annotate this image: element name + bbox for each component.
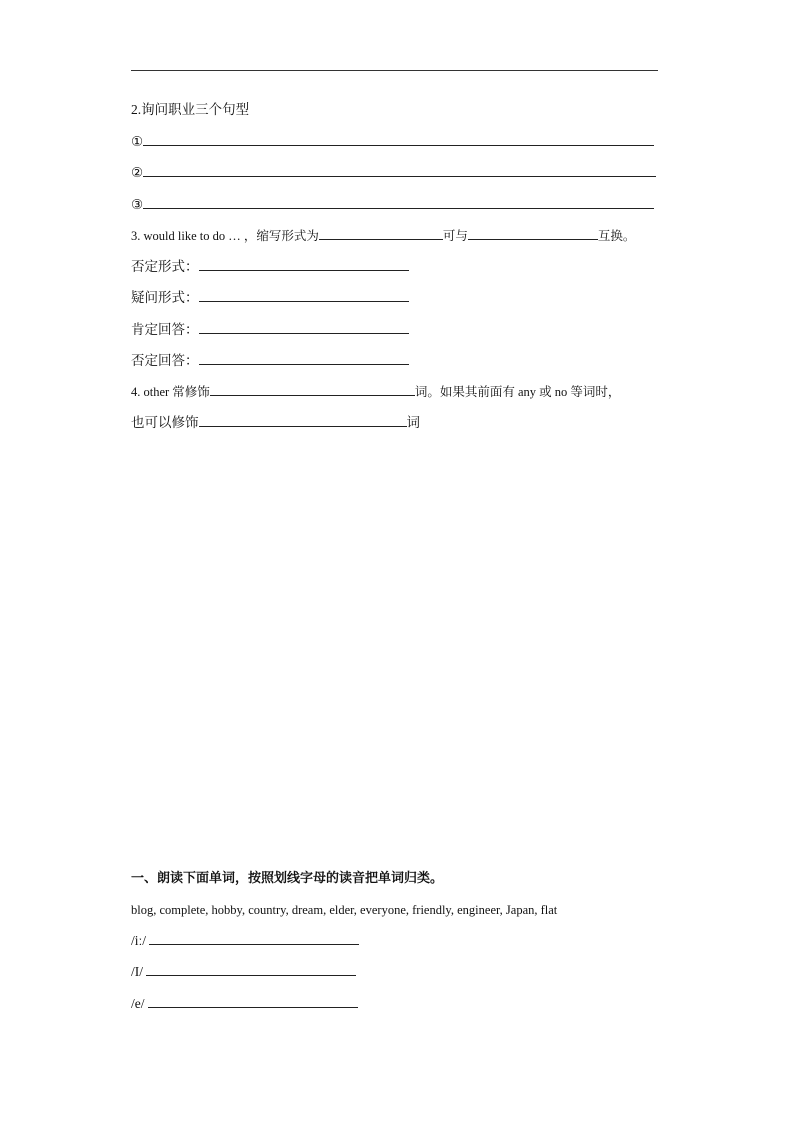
q2-answer-blank-1[interactable] [143, 133, 654, 146]
q3-negative-label: 否定形式： [131, 259, 199, 274]
top-divider [131, 70, 658, 71]
q4-prefix: 4. other 常修饰 [131, 385, 210, 399]
q3-prefix: 3. would like to do … ，缩写形式为 [131, 229, 319, 243]
q2-answer-row-1 [131, 133, 654, 151]
q3-positive-answer-label: 肯定回答： [131, 322, 199, 337]
q2-mark-2: ② [131, 165, 144, 180]
q3-negative-answer-label: 否定回答： [131, 353, 199, 368]
q3-suffix: 互换。 [597, 229, 636, 243]
sound-row-2 [131, 963, 356, 981]
q3-mid: 可与 [442, 229, 468, 243]
sound-label-2: /I/ [131, 964, 143, 979]
sound-label-3: /e/ [131, 996, 145, 1011]
q4-line-1 [131, 383, 620, 401]
sound-label-1: /iː/ [131, 933, 147, 948]
q3-question-label: 疑问形式： [131, 290, 199, 305]
q3-question-row [131, 289, 409, 307]
q3-negative-row [131, 258, 409, 276]
q3-negative-blank[interactable] [199, 258, 409, 271]
q4-blank-2[interactable] [199, 414, 407, 427]
sound-row-3 [131, 995, 358, 1013]
q3-contraction-blank[interactable] [319, 227, 443, 240]
q3-positive-answer-row [131, 321, 409, 339]
section-one-title [131, 870, 443, 888]
sound-blank-2[interactable] [146, 963, 356, 976]
q4-line2-suffix: 词 [406, 415, 420, 430]
q3-question-blank[interactable] [199, 289, 409, 302]
section-one-title-text: 一、朗读下面单词，按照划线字母的读音把单词归类。 [131, 871, 444, 886]
q2-title [131, 101, 249, 119]
q4-line-2 [131, 414, 420, 432]
q4-line2-prefix: 也可以修饰 [131, 415, 199, 430]
q3-negative-answer-blank[interactable] [199, 352, 409, 365]
q3-interchange-blank[interactable] [468, 227, 598, 240]
q2-answer-row-3 [131, 196, 654, 214]
sound-blank-3[interactable] [148, 995, 358, 1008]
q2-mark-1: ① [131, 134, 144, 149]
q2-answer-row-2 [131, 164, 656, 182]
sound-row-1 [131, 932, 359, 950]
q2-title-text: 2.询问职业三个句型 [131, 102, 250, 117]
q2-answer-blank-3[interactable] [143, 196, 654, 209]
q2-mark-3: ③ [131, 197, 144, 212]
word-list [131, 901, 557, 919]
q2-answer-blank-2[interactable] [143, 164, 656, 177]
sound-blank-1[interactable] [149, 932, 359, 945]
q3-positive-answer-blank[interactable] [199, 321, 409, 334]
q3-negative-answer-row [131, 352, 409, 370]
q3-line [131, 227, 635, 245]
word-list-text: blog, complete, hobby, country, dream, elder, everyone, friendly, engineer, Japan, flat [131, 903, 558, 917]
q4-suffix: 词。如果其前面有 any 或 no 等词时， [414, 385, 621, 399]
q4-blank-1[interactable] [210, 383, 415, 396]
